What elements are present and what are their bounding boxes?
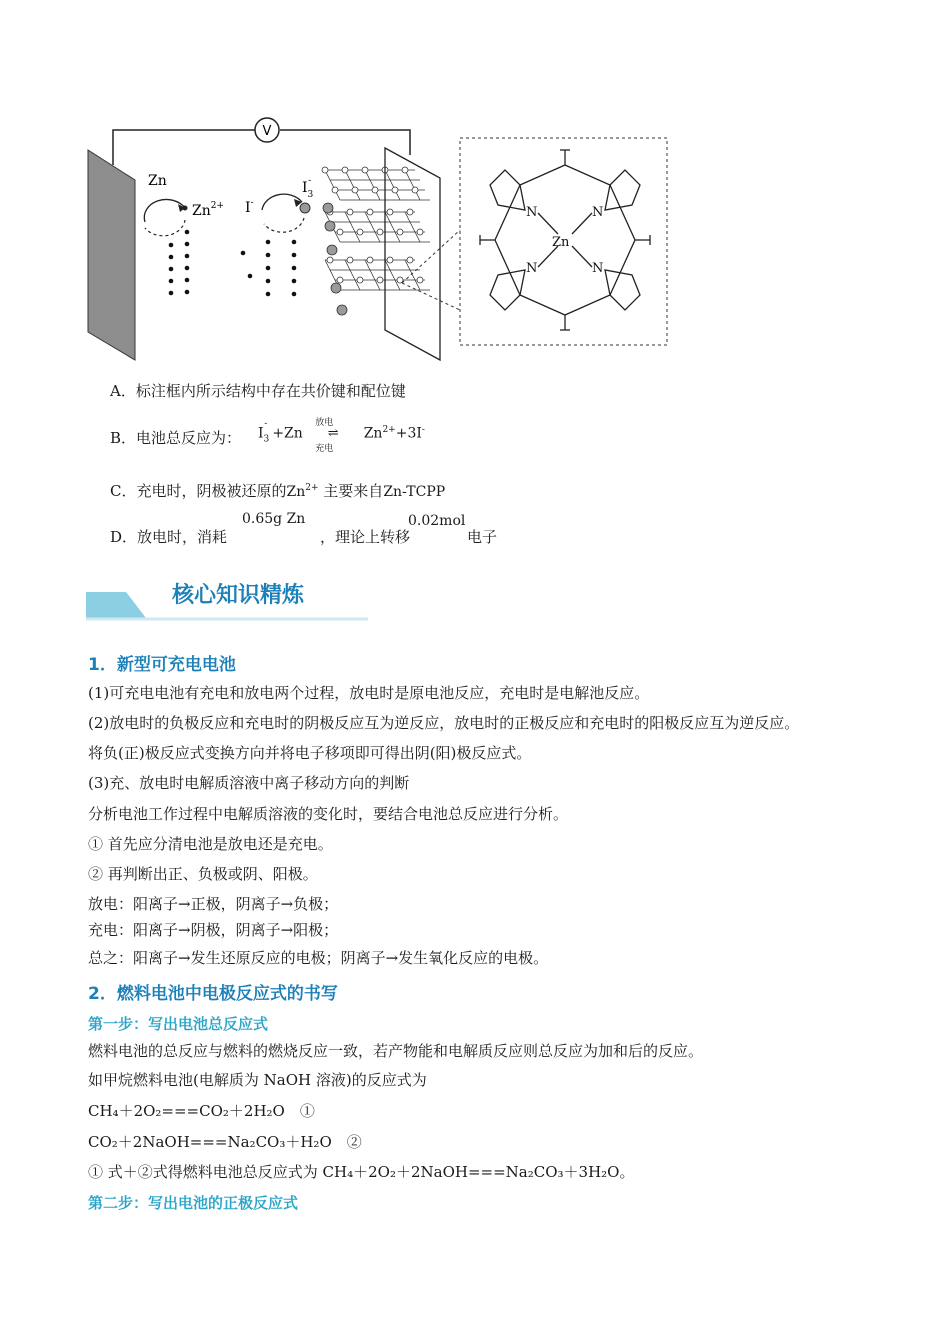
option-d: D．放电时，消耗 0.65g Zn ，理论上转移 0.02mol 电子 [110,511,498,546]
section1-p3: 将负(正)极反应式变换方向并将电子移项即可得出阴(阳)极反应式。 [88,744,532,762]
option-d-mass: 0.65g Zn [242,511,306,527]
section1-p1: (1)可充电电池有充电和放电两个过程，放电时是原电池反应，充电时是电解池反应。 [88,684,650,702]
n-label-3: N [526,261,538,276]
option-d-mol: 0.02mol [408,513,466,529]
battery-diagram [80,110,680,365]
section1-p9: 充电：阳离子→阴极，阴离子→阳极； [88,921,339,939]
section2-eq3: ① 式＋②式得燃料电池总反应式为 CH₄＋2O₂＋2NaOH===Na₂CO₃＋3H₂O。 [88,1163,635,1181]
section2-p2: 如甲烷燃料电池(电解质为 NaOH 溶液)的反应式为 [88,1071,427,1089]
n-label-4: N [592,261,604,276]
section2-eq2: CO₂＋2NaOH===Na₂CO₃＋H₂O ② [88,1133,362,1151]
section1-p6: ① 首先应分清电池是放电还是充电。 [88,835,333,853]
option-d-suffix: 电子 [467,528,498,546]
iodide-ions [241,240,297,297]
option-b-prefix: B．电池总反应为： [110,429,242,447]
section2-eq1: CH₄＋2O₂===CO₂＋2H₂O ① [88,1102,315,1120]
section1-p4: (3)充、放电时电解质溶液中离子移动方向的判断 [88,774,410,792]
framework-lattice [322,167,430,315]
section2-p1: 燃料电池的总反应与燃料的燃烧反应一致，若产物能和电解质反应则总反应为加和后的反应。 [88,1042,704,1060]
section1-p2: (2)放电时的负极反应和充电时的阴极反应互为逆反应，放电时的正极反应和充电时的阳极反应互为逆反应。 [88,714,800,732]
reversible-arrow: 放电 ⇌ 充电 [315,417,339,454]
option-a: A．标注框内所示结构中存在共价键和配位键 [110,382,406,400]
option-b [110,417,425,454]
section1-p7: ② 再判断出正、负极或阴、阳极。 [88,865,318,883]
triiodide-label: $I_3-$ [302,176,314,200]
iodide-label: I- [245,198,254,216]
zn2-label: $Zn^{2+}$ [192,201,225,219]
section1-p8: 放电：阳离子→正极，阴离子→负极； [88,895,339,913]
option-d-mid: ，理论上转移 [320,528,411,546]
n-label-2: N [592,205,604,220]
option-c: C．充电时，阴极被还原的$Zn^{2+}$ 主要来自Zn-TCPP [110,482,446,500]
n-label-1: N [526,205,538,220]
zn-center-label: Zn [552,235,570,250]
section1-p10: 总之：阳离子→发生还原反应的电极；阴离子→发生氧化反应的电极。 [88,949,549,967]
section1-heading: 1．新型可充电电池 [88,655,236,675]
section2-step2: 第二步：写出电池的正极反应式 [88,1194,299,1212]
section2-heading: 2．燃料电池中电极反应式的书写 [88,984,338,1004]
banner-title: 核心知识精炼 [172,583,305,608]
zinc-electrode [88,150,135,360]
section1-p5: 分析电池工作过程中电解质溶液的变化时，要结合电池总反应进行分析。 [88,805,569,823]
zn-label: Zn [148,173,167,189]
zn2-ions [169,230,190,296]
voltmeter-label: V [262,124,272,139]
option-b-equation: $I_3^-+Zn$ 放电 ⇌ 充电 $Zn^{2+}+3I^-$ [258,417,425,454]
section2-step1: 第一步：写出电池总反应式 [88,1015,269,1033]
